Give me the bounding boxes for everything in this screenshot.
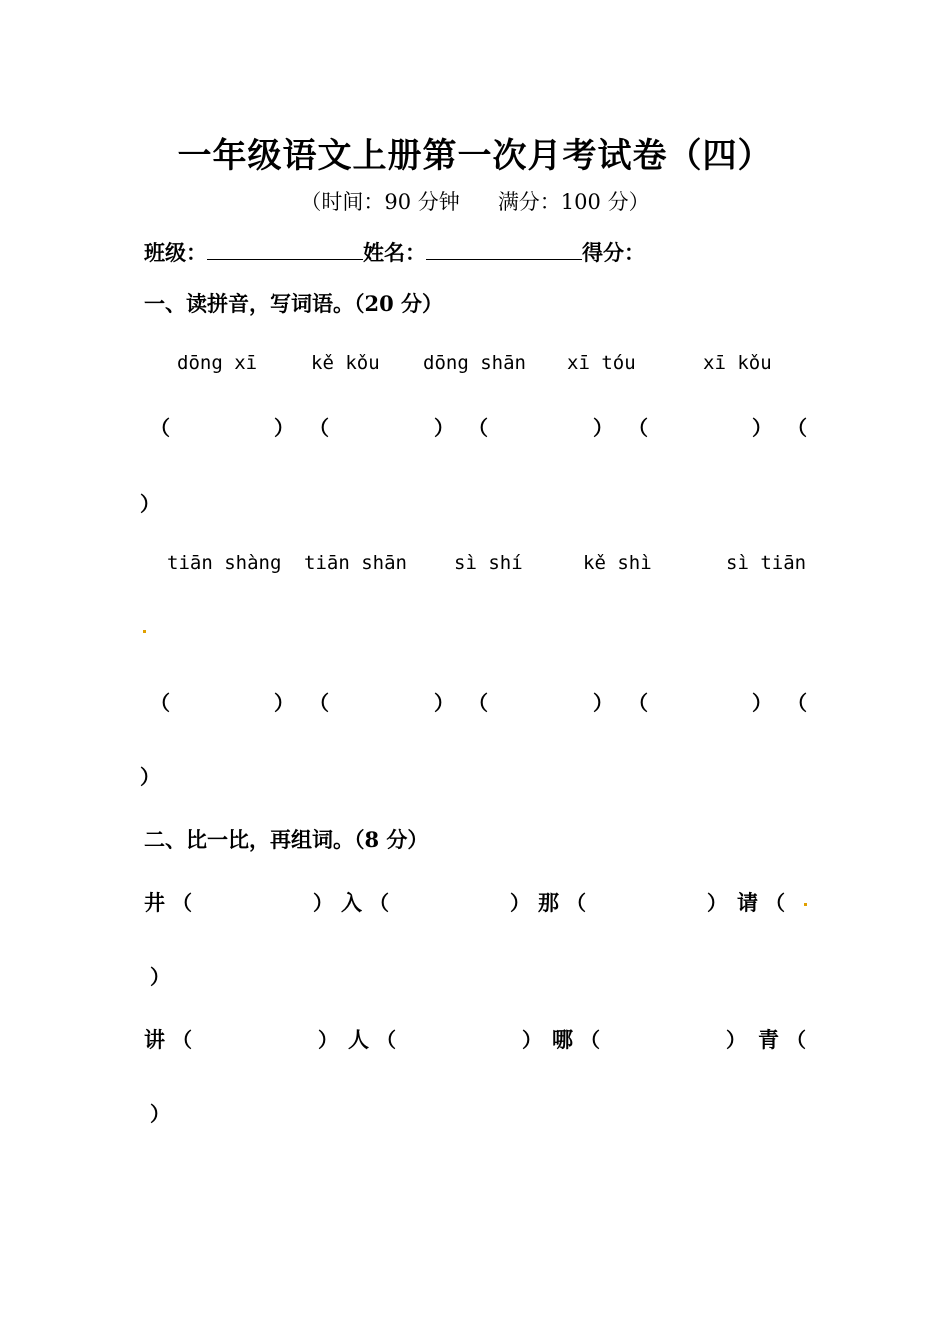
answer-close: ） (522, 1028, 542, 1052)
compare-char: 入 (341, 890, 362, 915)
answer-open: （ (580, 1028, 600, 1052)
answer-open: （ (468, 416, 488, 440)
answer-open: （ (787, 691, 807, 715)
student-info-row (144, 237, 645, 267)
answer-open: （ (172, 891, 192, 915)
score-label: 得分： (582, 240, 645, 265)
name-blank[interactable] (426, 239, 582, 260)
answer-close: ） (274, 416, 294, 440)
answer-open: （ (786, 1028, 806, 1052)
compare-char: 青 (758, 1027, 779, 1052)
answer-open: （ (787, 416, 807, 440)
answer-open: （ (566, 891, 586, 915)
pinyin-item: sì tiān (726, 552, 807, 574)
answer-close: ） (593, 416, 613, 440)
pinyin-item: kě shì (583, 552, 652, 574)
answer-close: ） (140, 765, 160, 789)
compare-char: 人 (348, 1027, 369, 1052)
answer-close: ） (510, 891, 530, 915)
class-label: 班级： (144, 240, 207, 265)
pinyin-item: xī tóu (567, 352, 636, 374)
exam-total-score: 满分：100 分） (497, 190, 650, 214)
answer-close: ） (707, 891, 727, 915)
answer-open: （ (172, 1028, 192, 1052)
answer-close: ） (274, 691, 294, 715)
pinyin-item: tiān shàng (167, 552, 282, 574)
answer-close: ） (726, 1028, 746, 1052)
answer-close: ） (140, 492, 160, 516)
pinyin-item: dōng shān (423, 352, 526, 374)
pinyin-item: sì shí (454, 552, 523, 574)
answer-open: （ (150, 691, 170, 715)
answer-close: ） (313, 891, 333, 915)
answer-close: ） (434, 691, 454, 715)
answer-close: ） (150, 965, 170, 989)
stray-dot (143, 630, 146, 633)
pinyin-item: kě kǒu (311, 352, 380, 374)
name-label: 姓名： (363, 240, 426, 265)
answer-open: （ (628, 691, 648, 715)
compare-char: 请 (737, 890, 758, 915)
stray-dot (804, 903, 807, 906)
compare-char: 那 (538, 890, 559, 915)
answer-close: ） (150, 1102, 170, 1126)
compare-char: 井 (144, 890, 165, 915)
section1-heading: 一、读拼音，写词语。（20 分） (144, 291, 444, 316)
pinyin-item: dōng xī (177, 352, 258, 374)
pinyin-item: tiān shān (304, 552, 407, 574)
answer-open: （ (765, 891, 785, 915)
answer-close: ） (752, 416, 772, 440)
answer-close: ） (752, 691, 772, 715)
section2-heading: 二、比一比，再组词。（8 分） (144, 827, 429, 852)
answer-open: （ (309, 416, 329, 440)
compare-char: 讲 (144, 1027, 165, 1052)
answer-close: ） (593, 691, 613, 715)
exam-info (0, 186, 950, 216)
exam-time: （时间：90 分钟 (300, 190, 460, 214)
answer-open: （ (369, 891, 389, 915)
class-blank[interactable] (207, 239, 363, 260)
page-title: 一年级语文上册第一次月考试卷（四） (177, 136, 773, 176)
answer-close: ） (318, 1028, 338, 1052)
answer-open: （ (309, 691, 329, 715)
answer-close: ） (434, 416, 454, 440)
answer-open: （ (628, 416, 648, 440)
answer-open: （ (150, 416, 170, 440)
compare-char: 哪 (552, 1027, 573, 1052)
pinyin-item: xī kǒu (703, 352, 772, 374)
answer-open: （ (376, 1028, 396, 1052)
answer-open: （ (468, 691, 488, 715)
